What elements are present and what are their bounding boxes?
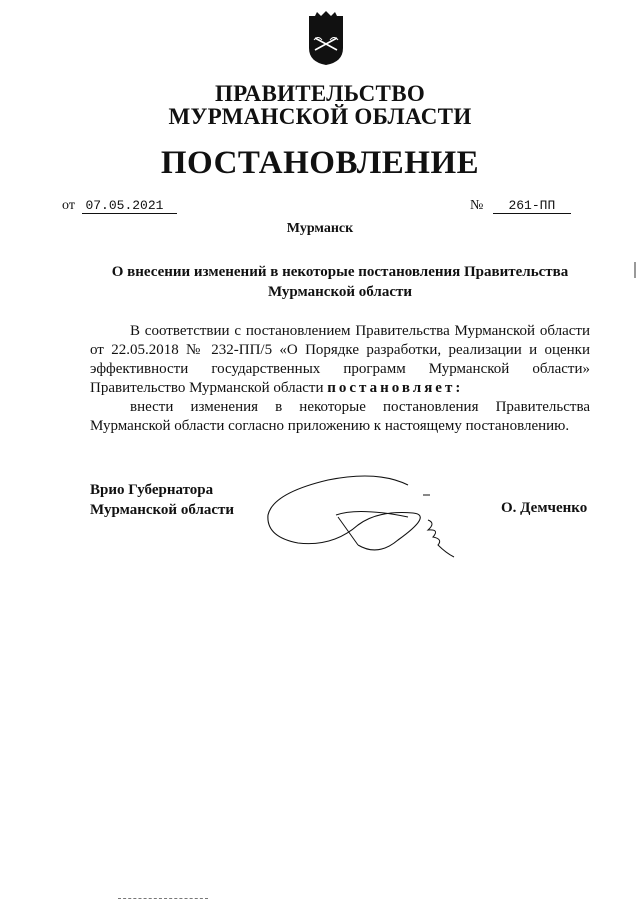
date-prefix: от bbox=[62, 198, 75, 213]
document-body bbox=[90, 322, 590, 436]
scan-edge-mark bbox=[634, 262, 636, 278]
org-name-line-1: ПРАВИТЕЛЬСТВО bbox=[214, 81, 426, 106]
body-paragraph-1-text: В соответствии с постановлением Правительства Мурманской области от 22.05.2018 № 232-ПП/5 «О Порядке разработки, реализации и оценки эффективности государственных программ Мурманской области» Правительство Мурманской области bbox=[90, 323, 590, 396]
body-paragraph-1 bbox=[90, 322, 590, 398]
document-type-title: ПОСТАНОВЛЕНИЕ bbox=[160, 145, 480, 181]
handwritten-signature bbox=[258, 465, 478, 565]
number-line bbox=[470, 198, 571, 214]
org-name-line-2: МУРМАНСКОЙ ОБЛАСТИ bbox=[168, 104, 472, 129]
body-paragraph-2: внести изменения в некоторые постановления Правительства Мурманской области согласно приложению к настоящему постановлению. bbox=[90, 399, 590, 434]
body-paragraph-1-emphasis: постановляет: bbox=[327, 380, 464, 396]
document-number: 261-ПП bbox=[493, 198, 571, 214]
subject-line-1: О внесении изменений в некоторые постановления Правительства bbox=[111, 264, 569, 280]
signatory-title bbox=[90, 480, 234, 520]
number-prefix: № bbox=[470, 198, 484, 213]
document-subject bbox=[90, 262, 590, 302]
signatory-title-line-1: Врио Губернатора bbox=[90, 482, 214, 498]
subject-line-2: Мурманской области bbox=[267, 284, 413, 300]
footer-scan-artifact bbox=[118, 898, 208, 900]
city-label: Мурманск bbox=[286, 221, 354, 236]
signatory-title-line-2: Мурманской области bbox=[90, 502, 235, 518]
date-line bbox=[62, 198, 177, 214]
signatory-name: О. Демченко bbox=[501, 500, 588, 516]
coat-of-arms-icon bbox=[305, 10, 347, 66]
document-date: 07.05.2021 bbox=[82, 198, 177, 214]
